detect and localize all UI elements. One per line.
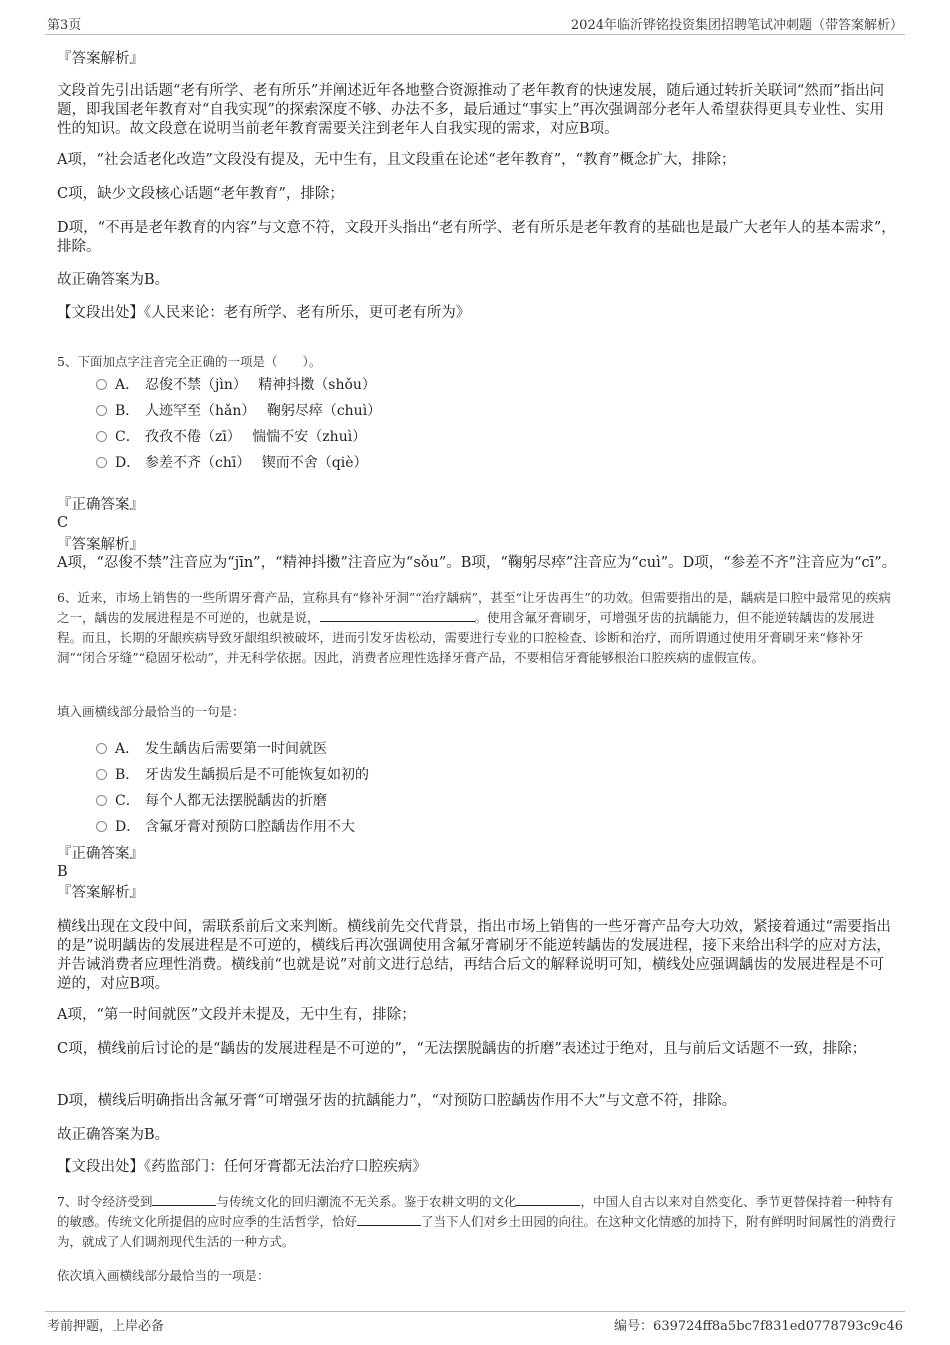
q6-stem: 6、近来，市场上销售的一些所谓牙膏产品，宣称具有“修补牙洞”“治疗龋病”，甚至“让牙齿再生”的功效。但需要指出的是，龋病是口腔中最常见的疾病之一，龋齿的发展进程是不可逆的，也就是说， 。使用含氟牙膏刷牙，可增强牙齿的抗龋能力，但不能逆转龋齿的发展进程。而且，长期的牙龈疾病导致牙龈组织被破坏，进而引发牙齿松动，需要进行专业的口腔检查、诊断和治疗，而所谓通过使用牙膏刷牙来“修补牙洞”“闭合牙缝”“稳固牙松动”，并无科学依据。因此，消费者应理性选择牙膏产品，不要相信牙膏能够根治口腔疾病的虚假宣传。: [57, 590, 891, 665]
q6-option-a[interactable]: A． 发生龋齿后需要第一时间就医: [96, 740, 327, 758]
radio-icon[interactable]: [96, 405, 107, 416]
q5-option-b[interactable]: B． 人迹罕至（hǎn） 鞠躬尽瘁（chuì）: [96, 402, 381, 420]
q5-answer: C: [57, 515, 69, 531]
q6-option-c[interactable]: C． 每个人都无法摆脱龋齿的折磨: [96, 792, 327, 810]
q4-final-answer: 故正确答案为B。: [57, 272, 170, 288]
q6-answer-heading: 『正确答案』: [57, 846, 144, 862]
q6-analysis-heading: 『答案解析』: [57, 885, 144, 901]
q5-answer-heading: 『正确答案』: [57, 497, 144, 513]
q6-analysis-option-d: D项，横线后明确指出含氟牙膏“可增强牙齿的抗龋能力”，“对预防口腔龋齿作用不大”与文意不符，排除。: [57, 1093, 737, 1109]
q7-stem: 7、时令经济受到 与传统文化的回归潮流不无关系。鉴于农耕文明的文化 ，中国人自古以来对自然变化、季节更替保持着一种特有的敏感。传统文化所提倡的应时应季的生活哲学，恰好 了当下人们对乡土田园的向往。在这种文化情感的加持下，附有鲜明时间属性的消费行为，就成了人们调剂现代生活的一种方式。: [57, 1194, 897, 1249]
radio-icon[interactable]: [96, 379, 107, 390]
q5-stem: 5、下面加点字注音完全正确的一项是（ ）。: [57, 354, 322, 369]
radio-icon[interactable]: [96, 743, 107, 754]
radio-icon[interactable]: [96, 769, 107, 780]
q4-analysis-paragraph: 文段首先引出话题“老有所学、老有所乐”并阐述近年各地整合资源推动了老年教育的快速发展，随后通过转折关联词“然而”指出问题，即我国老年教育对“自我实现”的探索深度不够、办法不多，最后通过“事实上”再次强调部分老年人希望获得更具专业性、实用性的知识。故文段意在说明当前老年教育需要关注到老年人自我实现的需求，对应B项。: [57, 83, 885, 137]
q6-source: 【文段出处】《药监部门：任何牙膏都无法治疗口腔疾病》: [57, 1159, 427, 1175]
q5-analysis: A项，“忍俊不禁”注音应为“jīn”，“精神抖擞”注音应为“sǒu”。B项，“鞠躬尽瘁”注音应为“cuì”。D项，“参差不齐”注音应为“cī”。: [57, 555, 897, 571]
page-number: 第3页: [47, 18, 82, 33]
document-title: 2024年临沂铧铭投资集团招聘笔试冲刺题（带答案解析）: [570, 18, 903, 33]
answer-blank: [357, 1213, 421, 1226]
answer-blank: [516, 1193, 580, 1206]
radio-icon[interactable]: [96, 821, 107, 832]
q4-analysis-option-a: A项，“社会适老化改造”文段没有提及，无中生有，且文段重在论述“老年教育”，“教育”概念扩大，排除；: [57, 152, 736, 168]
radio-icon[interactable]: [96, 457, 107, 468]
q4-analysis-option-d: D项，“不再是老年教育的内容”与文意不符，文段开头指出“老有所学、老有所乐是老年教育的基础也是最广大老年人的基本需求”，排除。: [57, 220, 896, 255]
radio-icon[interactable]: [96, 431, 107, 442]
q5-option-d[interactable]: D． 参差不齐（chī） 锲而不舍（qiè）: [96, 454, 368, 472]
q6-prompt: 填入画横线部分最恰当的一句是：: [57, 704, 245, 719]
q6-analysis-paragraph: 横线出现在文段中间，需联系前后文来判断。横线前先交代背景，指出市场上销售的一些牙膏产品夸大功效，紧接着通过“需要指出的是”说明龋齿的发展进程是不可逆的，横线后再次强调使用含氟牙膏刷牙不能逆转龋齿的发展进程，接下来给出科学的应对方法，并告诫消费者应理性消费。横线前“也就是说”对前文进行总结，再结合后文的解释说明可知，横线处应强调龋齿的发展进程是不可逆的，对应B项。: [57, 919, 891, 992]
q6-final-answer: 故正确答案为B。: [57, 1127, 170, 1143]
q7-prompt: 依次填入画横线部分最恰当的一项是：: [57, 1268, 270, 1283]
q5-option-c[interactable]: C． 孜孜不倦（zī） 惴惴不安（zhuì）: [96, 428, 366, 446]
answer-blank: [152, 1193, 216, 1206]
q6-analysis-option-c: C项，横线前后讨论的是“龋齿的发展进程是不可逆的”，“无法摆脱龋齿的折磨”表述过于绝对，且与前后文话题不一致，排除；: [57, 1041, 867, 1057]
answer-blank: [320, 609, 475, 622]
page-header: [45, 14, 905, 35]
q6-answer: B: [57, 864, 68, 880]
document-id: 编号：639724ff8a5bc7f831ed0778793c9c46: [614, 1319, 903, 1334]
q6-option-d[interactable]: D． 含氟牙膏对预防口腔龋齿作用不大: [96, 818, 355, 836]
q4-source: 【文段出处】《人民来论：老有所学、老有所乐，更可老有所为》: [57, 305, 471, 321]
q6-analysis-option-a: A项，“第一时间就医”文段并未提及，无中生有，排除；: [57, 1007, 416, 1023]
q5-option-a[interactable]: A． 忍俊不禁（jìn） 精神抖擞（shǒu）: [96, 376, 376, 394]
footer-slogan: 考前押题，上岸必备: [47, 1319, 165, 1334]
q6-option-b[interactable]: B． 牙齿发生龋损后是不可能恢复如初的: [96, 766, 369, 784]
radio-icon[interactable]: [96, 795, 107, 806]
q5-analysis-heading: 『答案解析』: [57, 537, 144, 553]
q4-analysis-heading: 『答案解析』: [57, 51, 144, 67]
q4-analysis-option-c: C项，缺少文段核心话题“老年教育”，排除；: [57, 186, 344, 202]
page-footer: [45, 1311, 905, 1334]
